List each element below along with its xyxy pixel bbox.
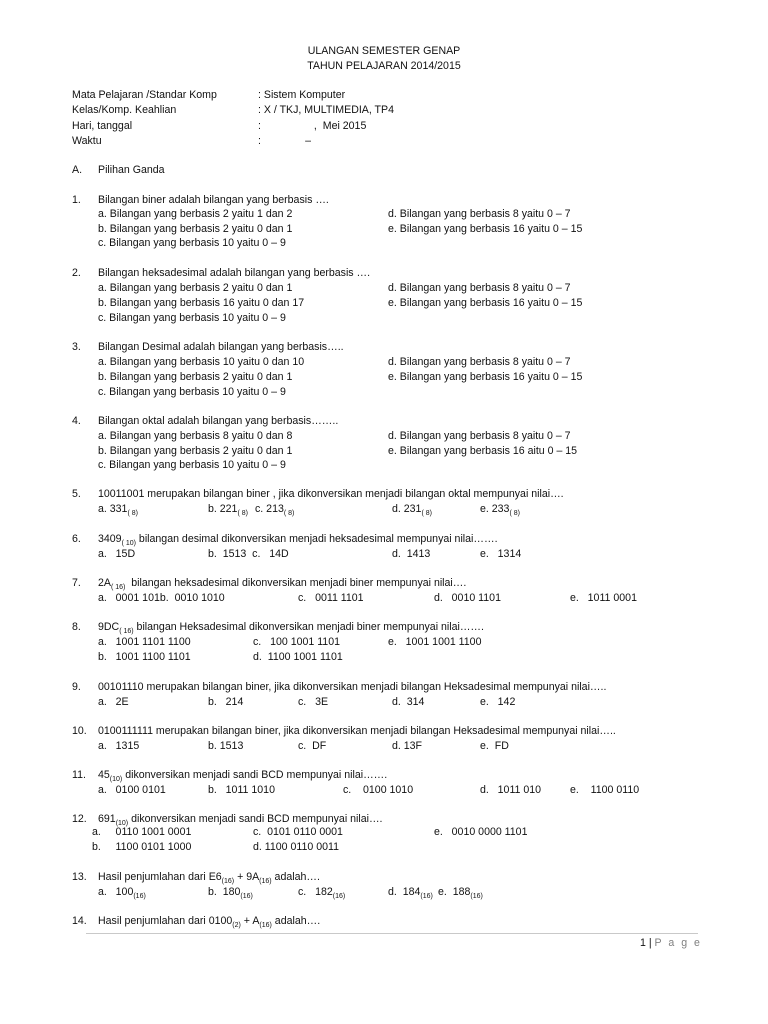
q1-option-c: c. Bilangan yang berbasis 10 yaitu 0 – 9 [98,237,286,249]
info-label-time: Waktu [72,135,102,147]
q6-option-e: e. 1314 [480,548,522,560]
q6-option-a: a. 15D [98,548,136,560]
q11-option-e: e. 1100 0110 [570,784,640,796]
q12-text: $691_{(10)}$ dikonversikan menjadi sandi BCD mempunyai nilai…. [98,813,383,827]
q12-option-d: d. 1100 0110 0011 [253,841,340,853]
q10-option-d: d. 13F [392,740,423,752]
q13-option-c: c. $182_{(16)}$ [298,886,346,900]
q5-number: 5. [72,488,81,500]
q11-option-b: b. 1011 1010 [208,784,275,796]
q11-option-c: c. 0100 1010 [343,784,414,796]
q9-option-e: e. 142 [480,696,516,708]
q5-option-d: d. $231_{( 8)}$ [392,503,432,517]
page-separator: | [645,937,655,949]
q7-option-d: d. 0010 1101 [434,592,501,604]
q13-option-a: a. $100_{(16)}$ [98,886,146,900]
q11-option-d: d. 1011 010 [480,784,542,796]
q13-option-b: b. $180_{(16)}$ [208,886,253,900]
q10-option-c: c. DF [298,740,327,752]
q12-option-c: c. 0101 0110 0001 [253,826,343,838]
q9-number: 9. [72,681,81,693]
q1-number: 1. [72,194,81,206]
info-label-subject: Mata Pelajaran /Standar Komp [72,89,217,101]
q6-option-b: b. 1513 c. 14D [208,548,289,560]
q11-text: $45_{(10)}$ dikonversikan menjadi sandi BCD mempunyai nilai……. [98,769,388,783]
q1-option-e: e. Bilangan yang berbasis 16 yaitu 0 – 15 [388,223,583,235]
q3-option-c: c. Bilangan yang berbasis 10 yaitu 0 – 9 [98,386,286,398]
q2-option-d: d. Bilangan yang berbasis 8 yaitu 0 – 7 [388,282,571,294]
q2-option-a: a. Bilangan yang berbasis 2 yaitu 0 dan 1 [98,282,293,294]
q2-option-c: c. Bilangan yang berbasis 10 yaitu 0 – 9 [98,312,286,324]
q8-option-c: c. 100 1001 1101 [253,636,340,648]
q13-option-d: d. $184_{(16)}$ [388,886,433,900]
q7-option-e: e. 1011 0001 [570,592,637,604]
q10-number: 10. [72,725,87,737]
q7-option-ab: a. 0001 101b. 0010 1010 [98,592,225,604]
section-letter: A. [72,164,83,176]
q4-option-b: b. Bilangan yang berbasis 2 yaitu 0 dan 1 [98,445,293,457]
info-value-date: : , Mei 2015 [258,120,367,132]
q12-number: 12. [72,813,87,825]
info-value-time: : – [258,135,311,147]
q8-option-e: e. 1001 1001 1100 [388,636,482,648]
q5-option-e: e. $233_{( 8)}$ [480,503,520,517]
q5-text: 10011001 merupakan bilangan biner , jika dikonversikan menjadi bilangan oktal mempunyai nilai…. [98,488,564,500]
q14-text: Hasil penjumlahan dari $0100_{(2)} + A_{(16)}$ adalah…. [98,915,321,929]
q12-option-a: a. 0110 1001 0001 [92,826,192,838]
q4-option-c: c. Bilangan yang berbasis 10 yaitu 0 – 9 [98,459,286,471]
q9-text: 00101110 merupakan bilangan biner, jika dikonversikan menjadi bilangan Heksadesimal mempunyai nilai….. [98,681,607,693]
q10-option-a: a. 1315 [98,740,140,752]
q1-text: Bilangan biner adalah bilangan yang berbasis …. [98,194,329,206]
q3-option-d: d. Bilangan yang berbasis 8 yaitu 0 – 7 [388,356,571,368]
q4-text: Bilangan oktal adalah bilangan yang berbasis…….. [98,415,339,427]
q3-option-e: e. Bilangan yang berbasis 16 yaitu 0 – 15 [388,371,583,383]
q6-number: 6. [72,533,81,545]
q3-option-a: a. Bilangan yang berbasis 10 yaitu 0 dan 10 [98,356,305,368]
q8-option-a: a. 1001 1101 1100 [98,636,191,648]
exam-year: TAHUN PELAJARAN 2014/2015 [307,60,461,72]
q5-option-b: b. $221_{( 8)}$ [208,503,248,517]
q10-option-e: e. FD [480,740,509,752]
q5-option-a: a. $331_{( 8)}$ [98,503,138,517]
q3-number: 3. [72,341,81,353]
q8-option-d: d. 1100 1001 1101 [253,651,343,663]
q2-text: Bilangan heksadesimal adalah bilangan yang berbasis …. [98,267,371,279]
q3-text: Bilangan Desimal adalah bilangan yang berbasis….. [98,341,344,353]
q9-option-b: b. 214 [208,696,244,708]
exam-title: ULANGAN SEMESTER GENAP [307,45,461,57]
q7-number: 7. [72,577,81,589]
q9-option-d: d. 314 [392,696,425,708]
q13-option-e: e. $188_{(16)}$ [438,886,483,900]
q10-text: 0100111111 merupakan bilangan biner, jika dikonversikan menjadi bilangan Heksadesimal mempunyai nilai….. [98,725,616,737]
q2-option-b: b. Bilangan yang berbasis 16 yaitu 0 dan 17 [98,297,305,309]
q1-option-b: b. Bilangan yang berbasis 2 yaitu 0 dan 1 [98,223,293,235]
q6-option-d: d. 1413 [392,548,431,560]
q1-option-d: d. Bilangan yang berbasis 8 yaitu 0 – 7 [388,208,571,220]
section-title: Pilihan Ganda [98,164,165,176]
q4-option-a: a. Bilangan yang berbasis 8 yaitu 0 dan 8 [98,430,293,442]
q6-text: $3409_{( 10)}$ bilangan desimal dikonversikan menjadi heksadesimal mempunyai nilai……. [98,533,498,547]
info-value-class: : X / TKJ, MULTIMEDIA, TP4 [258,104,394,116]
q4-option-d: d. Bilangan yang berbasis 8 yaitu 0 – 7 [388,430,571,442]
q8-option-b: b. 1001 1100 1101 [98,651,191,663]
q2-option-e: e. Bilangan yang berbasis 16 yaitu 0 – 15 [388,297,583,309]
info-value-subject: : Sistem Komputer [258,89,346,101]
q11-option-a: a. 0100 0101 [98,784,166,796]
q1-option-a: a. Bilangan yang berbasis 2 yaitu 1 dan 2 [98,208,293,220]
q5-option-c: c. $213_{( 8)}$ [255,503,295,517]
q4-option-e: e. Bilangan yang berbasis 16 aitu 0 – 15 [388,445,578,457]
q8-text: $9DC_{( 16)}$ bilangan Heksadesimal dikonversikan menjadi biner mempunyai nilai……. [98,621,484,635]
q8-number: 8. [72,621,81,633]
q7-option-c: c. 0011 1101 [298,592,364,604]
q3-option-b: b. Bilangan yang berbasis 2 yaitu 0 dan 1 [98,371,293,383]
info-label-date: Hari, tanggal [72,120,133,132]
q12-option-e: e. 0010 0000 1101 [434,826,528,838]
page-label: P a g e [654,937,702,949]
q2-number: 2. [72,267,81,279]
page-footer [640,937,702,950]
footer-divider [86,933,698,934]
q14-number: 14. [72,915,87,927]
q11-number: 11. [72,769,86,781]
q12-option-b: b. 1100 0101 1000 [92,841,192,853]
q13-number: 13. [72,871,87,883]
info-label-class: Kelas/Komp. Keahlian [72,104,177,116]
q9-option-a: a. 2E [98,696,129,708]
page-number: 1 [640,937,646,949]
q13-text: Hasil penjumlahan dari $E6_{(16)} + 9A_{(16)}$ adalah…. [98,871,320,885]
q7-text: $2A_{( 16)}$ bilangan heksadesimal dikonversikan menjadi biner mempunyai nilai…. [98,577,467,591]
q10-option-b: b. 1513 [208,740,244,752]
q9-option-c: c. 3E [298,696,329,708]
q4-number: 4. [72,415,81,427]
